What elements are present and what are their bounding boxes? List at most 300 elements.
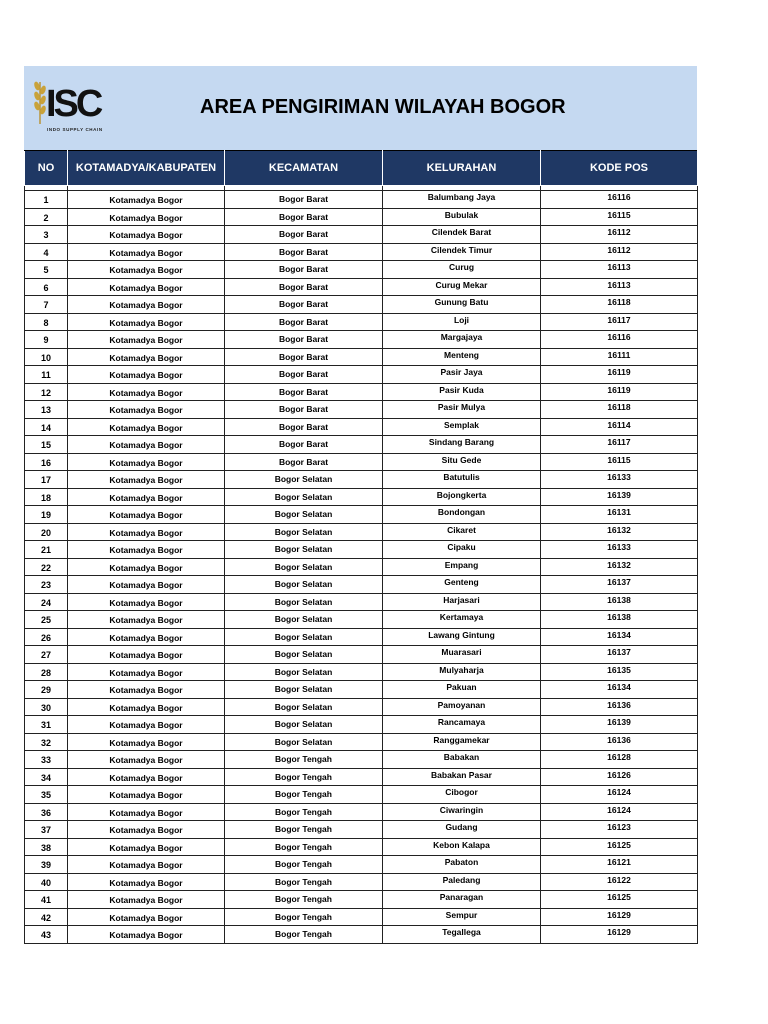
row-kode-pos (541, 383, 698, 401)
row-kode-pos (541, 803, 698, 821)
row-kode-pos-text: 16115 (607, 454, 631, 465)
row-kecamatan-text: Bogor Selatan (274, 579, 333, 590)
wheat-icon (33, 78, 47, 124)
row-kelurahan (383, 436, 541, 454)
row-kecamatan-text: Bogor Selatan (274, 631, 333, 642)
table-row (25, 926, 698, 944)
row-kelurahan-text: Rancamaya (437, 717, 486, 728)
row-kelurahan-text: Tegallega (442, 927, 481, 938)
row-kode-pos-text: 16112 (607, 227, 631, 238)
row-kode-pos (541, 313, 698, 331)
row-kode-pos-text: 16137 (607, 577, 631, 588)
row-number (25, 208, 68, 226)
row-kecamatan-text: Bogor Selatan (274, 491, 333, 502)
row-number (25, 698, 68, 716)
row-kelurahan (383, 243, 541, 261)
row-number (25, 663, 68, 681)
row-kelurahan (383, 506, 541, 524)
row-kecamatan-text: Bogor Selatan (274, 736, 333, 747)
row-kode-pos-text: 16136 (607, 734, 631, 745)
table-row (25, 453, 698, 471)
row-kelurahan-text: Bubulak (444, 209, 479, 220)
row-kotamadya (68, 243, 225, 261)
row-kecamatan (225, 366, 383, 384)
row-kecamatan (225, 261, 383, 279)
row-kotamadya-text: Kotamadya Bogor (109, 527, 183, 538)
row-kotamadya-text: Kotamadya Bogor (109, 895, 183, 906)
row-kecamatan-text: Bogor Tengah (275, 876, 332, 887)
row-kode-pos-text: 16133 (607, 542, 631, 553)
table-row (25, 488, 698, 506)
row-kode-pos (541, 558, 698, 576)
row-kelurahan (383, 803, 541, 821)
row-kode-pos-text: 16129 (607, 927, 631, 938)
row-kecamatan-text: Bogor Barat (278, 334, 329, 345)
row-kotamadya-text: Kotamadya Bogor (109, 212, 183, 223)
row-kotamadya (68, 803, 225, 821)
row-number (25, 856, 68, 874)
table-row (25, 698, 698, 716)
row-kelurahan (383, 488, 541, 506)
row-number (25, 558, 68, 576)
row-kecamatan (225, 593, 383, 611)
row-kode-pos (541, 891, 698, 909)
row-kotamadya-text: Kotamadya Bogor (109, 265, 183, 276)
row-kotamadya-text: Kotamadya Bogor (109, 317, 183, 328)
row-kotamadya-text: Kotamadya Bogor (109, 632, 183, 643)
row-kelurahan-text: Curug (448, 262, 475, 273)
row-kecamatan (225, 803, 383, 821)
table-row (25, 838, 698, 856)
table-row (25, 208, 698, 226)
row-kode-pos-text: 16126 (607, 769, 631, 780)
table-row (25, 733, 698, 751)
table-row (25, 436, 698, 454)
row-kotamadya (68, 506, 225, 524)
row-kotamadya (68, 226, 225, 244)
row-kode-pos (541, 873, 698, 891)
row-number-text: 35 (40, 790, 51, 801)
row-number-text: 15 (40, 440, 51, 451)
row-kecamatan (225, 926, 383, 944)
row-number (25, 803, 68, 821)
row-kode-pos (541, 646, 698, 664)
row-kecamatan (225, 278, 383, 296)
row-number-text: 34 (40, 772, 51, 783)
row-number (25, 646, 68, 664)
row-kelurahan-text: Sempur (445, 909, 478, 920)
row-kecamatan (225, 751, 383, 769)
row-kecamatan-text: Bogor Barat (278, 299, 329, 310)
row-number (25, 488, 68, 506)
row-kode-pos (541, 821, 698, 839)
header-kecamatan: KECAMATAN (225, 151, 383, 186)
table-row (25, 366, 698, 384)
row-number (25, 768, 68, 786)
row-kode-pos-text: 16122 (607, 874, 631, 885)
table-row (25, 856, 698, 874)
table-row (25, 296, 698, 314)
row-kelurahan-text: Sindang Barang (428, 437, 495, 448)
row-kelurahan (383, 191, 541, 209)
row-kode-pos (541, 751, 698, 769)
row-kode-pos (541, 191, 698, 209)
row-kelurahan-text: Loji (453, 314, 470, 325)
row-kode-pos (541, 488, 698, 506)
row-kelurahan-text: Bondongan (437, 507, 486, 518)
row-kelurahan (383, 908, 541, 926)
row-kode-pos (541, 366, 698, 384)
row-kecamatan-text: Bogor Selatan (274, 614, 333, 625)
row-kode-pos (541, 523, 698, 541)
table-row (25, 278, 698, 296)
row-kelurahan-text: Batutulis (443, 472, 480, 483)
row-number-text: 43 (40, 930, 51, 941)
row-kotamadya-text: Kotamadya Bogor (109, 405, 183, 416)
row-kode-pos (541, 926, 698, 944)
row-kecamatan (225, 471, 383, 489)
row-kotamadya (68, 786, 225, 804)
row-kotamadya (68, 383, 225, 401)
row-kotamadya-text: Kotamadya Bogor (109, 930, 183, 941)
row-kotamadya-text: Kotamadya Bogor (109, 230, 183, 241)
row-kelurahan (383, 681, 541, 699)
row-kode-pos-text: 16116 (607, 332, 631, 343)
row-kecamatan (225, 821, 383, 839)
row-kotamadya (68, 873, 225, 891)
row-kecamatan (225, 611, 383, 629)
row-number (25, 873, 68, 891)
row-kotamadya-text: Kotamadya Bogor (109, 702, 183, 713)
row-kode-pos (541, 838, 698, 856)
row-kelurahan-text: Genteng (444, 577, 479, 588)
row-kelurahan (383, 453, 541, 471)
row-kelurahan (383, 698, 541, 716)
table-row (25, 191, 698, 209)
row-kelurahan (383, 733, 541, 751)
header-banner (24, 66, 697, 150)
row-kode-pos (541, 208, 698, 226)
row-kode-pos (541, 663, 698, 681)
row-kecamatan-text: Bogor Selatan (274, 666, 333, 677)
table-row (25, 593, 698, 611)
row-kotamadya-text: Kotamadya Bogor (109, 335, 183, 346)
row-kecamatan (225, 418, 383, 436)
row-kecamatan (225, 348, 383, 366)
row-number-text: 26 (40, 632, 51, 643)
row-kecamatan (225, 313, 383, 331)
row-kode-pos-text: 16113 (607, 262, 631, 273)
row-number-text: 14 (40, 422, 51, 433)
row-number-text: 13 (40, 405, 51, 416)
row-kelurahan-text: Kebon Kalapa (433, 839, 490, 850)
row-kotamadya-text: Kotamadya Bogor (109, 667, 183, 678)
row-number-text: 29 (40, 685, 51, 696)
row-number (25, 401, 68, 419)
row-kode-pos (541, 593, 698, 611)
row-kotamadya-text: Kotamadya Bogor (109, 510, 183, 521)
row-kotamadya-text: Kotamadya Bogor (109, 580, 183, 591)
table-row (25, 646, 698, 664)
row-kotamadya (68, 611, 225, 629)
row-kotamadya (68, 593, 225, 611)
row-kelurahan (383, 523, 541, 541)
row-kecamatan-text: Bogor Selatan (274, 596, 333, 607)
row-number (25, 751, 68, 769)
row-kelurahan-text: Kertamaya (439, 612, 484, 623)
row-kode-pos (541, 768, 698, 786)
row-kode-pos-text: 16111 (607, 349, 631, 360)
row-kelurahan (383, 348, 541, 366)
row-kotamadya-text: Kotamadya Bogor (109, 352, 183, 363)
row-kelurahan (383, 926, 541, 944)
row-kelurahan (383, 576, 541, 594)
table-row (25, 821, 698, 839)
row-kotamadya (68, 401, 225, 419)
row-kecamatan (225, 908, 383, 926)
row-kotamadya (68, 488, 225, 506)
row-kecamatan-text: Bogor Selatan (274, 719, 333, 730)
row-kotamadya-text: Kotamadya Bogor (109, 650, 183, 661)
table-row (25, 908, 698, 926)
row-kode-pos (541, 401, 698, 419)
row-kelurahan-text: Bojongkerta (436, 489, 487, 500)
row-number-text: 37 (40, 825, 51, 836)
row-kelurahan (383, 593, 541, 611)
row-number (25, 611, 68, 629)
row-kode-pos-text: 16121 (607, 857, 631, 868)
row-number-text: 20 (40, 527, 51, 538)
row-kecamatan (225, 768, 383, 786)
row-kode-pos (541, 471, 698, 489)
row-kode-pos-text: 16134 (607, 629, 631, 640)
row-kotamadya (68, 751, 225, 769)
row-number (25, 628, 68, 646)
row-kecamatan (225, 576, 383, 594)
row-kode-pos-text: 16118 (607, 297, 631, 308)
row-kelurahan-text: Paledang (442, 874, 481, 885)
header-no: NO (25, 151, 68, 186)
row-number (25, 243, 68, 261)
row-kecamatan (225, 856, 383, 874)
row-kelurahan-text: Semplak (444, 419, 479, 430)
header-kotamadya: KOTAMADYA/KABUPATEN (68, 151, 225, 186)
table-row (25, 523, 698, 541)
row-kode-pos-text: 16139 (607, 717, 631, 728)
row-kecamatan-text: Bogor Barat (278, 281, 329, 292)
row-kecamatan-text: Bogor Tengah (275, 789, 332, 800)
row-kode-pos (541, 786, 698, 804)
row-number (25, 523, 68, 541)
row-kecamatan-text: Bogor Barat (278, 404, 329, 415)
row-kotamadya-text: Kotamadya Bogor (109, 877, 183, 888)
table-row (25, 401, 698, 419)
row-kecamatan-text: Bogor Barat (278, 229, 329, 240)
row-number-text: 22 (40, 562, 51, 573)
row-kode-pos (541, 611, 698, 629)
row-number-text: 10 (40, 352, 51, 363)
row-kode-pos (541, 348, 698, 366)
row-kode-pos (541, 681, 698, 699)
table-row (25, 611, 698, 629)
row-number-text: 17 (40, 475, 51, 486)
row-kecamatan-text: Bogor Tengah (275, 911, 332, 922)
row-kecamatan-text: Bogor Tengah (275, 841, 332, 852)
row-number-text: 7 (43, 300, 49, 311)
table-row (25, 226, 698, 244)
row-kode-pos-text: 16123 (607, 822, 631, 833)
row-kecamatan (225, 243, 383, 261)
table-row (25, 261, 698, 279)
table-row (25, 751, 698, 769)
row-kelurahan (383, 751, 541, 769)
row-kelurahan-text: Babakan (443, 752, 480, 763)
row-kode-pos-text: 16124 (607, 804, 631, 815)
row-kelurahan-text: Lawang Gintung (428, 629, 495, 640)
row-kelurahan (383, 611, 541, 629)
row-kelurahan (383, 838, 541, 856)
row-kotamadya (68, 208, 225, 226)
row-kelurahan (383, 296, 541, 314)
table-row (25, 313, 698, 331)
row-kode-pos-text: 16114 (607, 419, 631, 430)
row-kelurahan (383, 383, 541, 401)
row-kecamatan (225, 401, 383, 419)
row-kode-pos (541, 733, 698, 751)
row-kecamatan (225, 681, 383, 699)
row-number (25, 418, 68, 436)
row-kotamadya (68, 558, 225, 576)
row-number (25, 576, 68, 594)
row-kotamadya-text: Kotamadya Bogor (109, 195, 183, 206)
table-row (25, 506, 698, 524)
row-kode-pos (541, 296, 698, 314)
row-kecamatan-text: Bogor Barat (278, 421, 329, 432)
row-kode-pos (541, 506, 698, 524)
table-row (25, 471, 698, 489)
row-kode-pos-text: 16139 (607, 489, 631, 500)
row-kecamatan-text: Bogor Barat (278, 211, 329, 222)
row-kelurahan-text: Pasir Mulya (437, 402, 486, 413)
row-kecamatan (225, 891, 383, 909)
row-number (25, 436, 68, 454)
row-kotamadya-text: Kotamadya Bogor (109, 772, 183, 783)
row-kode-pos-text: 16118 (607, 402, 631, 413)
row-kotamadya (68, 541, 225, 559)
row-kode-pos (541, 331, 698, 349)
row-kelurahan (383, 331, 541, 349)
row-kelurahan (383, 418, 541, 436)
row-kotamadya (68, 436, 225, 454)
delivery-area-table (24, 150, 698, 944)
row-kelurahan (383, 541, 541, 559)
logo-text: ISC (46, 83, 101, 125)
row-kecamatan (225, 716, 383, 734)
row-number (25, 313, 68, 331)
row-kecamatan (225, 523, 383, 541)
row-number-text: 30 (40, 702, 51, 713)
row-number-text: 24 (40, 597, 51, 608)
row-kecamatan-text: Bogor Tengah (275, 929, 332, 940)
row-kecamatan-text: Bogor Barat (278, 194, 329, 205)
row-kotamadya-text: Kotamadya Bogor (109, 247, 183, 258)
table-row (25, 786, 698, 804)
row-kelurahan-text: Pamoyanan (437, 699, 486, 710)
row-kelurahan-text: Curug Mekar (435, 279, 488, 290)
row-kode-pos (541, 541, 698, 559)
row-kecamatan (225, 786, 383, 804)
row-kelurahan (383, 891, 541, 909)
row-kecamatan (225, 541, 383, 559)
row-kode-pos-text: 16133 (607, 472, 631, 483)
row-kode-pos-text: 16117 (607, 437, 631, 448)
row-kelurahan-text: Gudang (445, 822, 478, 833)
row-number-text: 33 (40, 755, 51, 766)
row-number-text: 2 (43, 212, 49, 223)
row-kotamadya (68, 628, 225, 646)
row-kode-pos (541, 856, 698, 874)
row-kecamatan-text: Bogor Barat (278, 456, 329, 467)
row-kelurahan (383, 313, 541, 331)
row-kotamadya (68, 733, 225, 751)
row-kotamadya (68, 366, 225, 384)
row-number (25, 506, 68, 524)
row-kode-pos (541, 436, 698, 454)
row-kecamatan (225, 436, 383, 454)
header-kode-pos: KODE POS (541, 151, 698, 186)
row-kelurahan (383, 558, 541, 576)
row-kecamatan (225, 558, 383, 576)
table-row (25, 663, 698, 681)
row-kode-pos-text: 16125 (607, 839, 631, 850)
row-number (25, 838, 68, 856)
row-kotamadya (68, 576, 225, 594)
logo-subtitle: INDO SUPPLY CHAIN (47, 127, 103, 132)
table-row (25, 418, 698, 436)
row-kecamatan (225, 226, 383, 244)
row-kode-pos (541, 226, 698, 244)
row-kelurahan (383, 208, 541, 226)
row-kecamatan-text: Bogor Barat (278, 316, 329, 327)
row-kotamadya-text: Kotamadya Bogor (109, 545, 183, 556)
row-number (25, 926, 68, 944)
row-kecamatan-text: Bogor Selatan (274, 561, 333, 572)
row-kecamatan-text: Bogor Barat (278, 351, 329, 362)
row-kode-pos-text: 16115 (607, 209, 631, 220)
table-row (25, 891, 698, 909)
row-kotamadya (68, 856, 225, 874)
table-row (25, 348, 698, 366)
row-kotamadya-text: Kotamadya Bogor (109, 422, 183, 433)
row-kotamadya (68, 278, 225, 296)
row-kelurahan-text: Margajaya (440, 332, 483, 343)
row-kode-pos (541, 908, 698, 926)
page-title: AREA PENGIRIMAN WILAYAH BOGOR (200, 96, 566, 118)
row-number-text: 5 (43, 265, 49, 276)
row-kecamatan (225, 838, 383, 856)
row-number-text: 23 (40, 580, 51, 591)
row-kotamadya (68, 716, 225, 734)
row-kotamadya (68, 191, 225, 209)
row-kode-pos-text: 16119 (607, 384, 631, 395)
row-kelurahan-text: Ranggamekar (433, 734, 490, 745)
row-kelurahan-text: Cikaret (447, 524, 476, 535)
row-kotamadya (68, 681, 225, 699)
row-kotamadya-text: Kotamadya Bogor (109, 457, 183, 468)
row-kecamatan-text: Bogor Selatan (274, 701, 333, 712)
row-kelurahan-text: Pabaton (444, 857, 479, 868)
row-kotamadya (68, 663, 225, 681)
